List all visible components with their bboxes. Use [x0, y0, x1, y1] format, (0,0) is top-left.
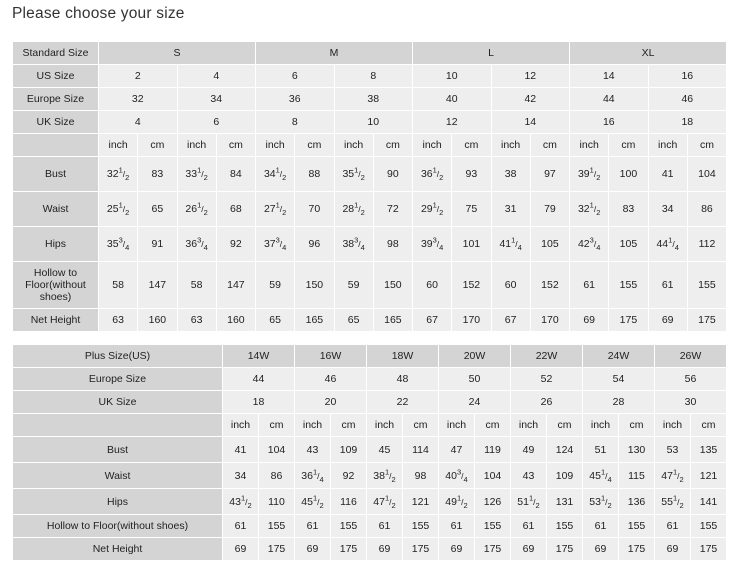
cell: 22 [367, 391, 439, 414]
unit-cell: cm [373, 134, 412, 157]
cell: 86 [687, 192, 726, 227]
unit-cell: cm [216, 134, 255, 157]
cell: 69 [570, 309, 609, 332]
table-row [13, 309, 727, 332]
cell: $26^1/_2$ [177, 192, 216, 227]
standard-size-header: Standard Size [13, 42, 99, 65]
cell: 121 [691, 463, 727, 489]
cell: 116 [331, 489, 367, 515]
cell: 100 [609, 157, 648, 192]
cell: 97 [530, 157, 569, 192]
size-14w: 14W [223, 345, 295, 368]
table-row [13, 262, 727, 309]
cell: 41 [648, 157, 687, 192]
unit-cell: cm [619, 414, 655, 437]
cell: 12 [413, 111, 492, 134]
cell: 10 [413, 65, 492, 88]
cell: 8 [256, 111, 335, 134]
row-label: UK Size [13, 391, 223, 414]
unit-cell: cm [547, 414, 583, 437]
cell: 56 [655, 368, 727, 391]
cell: 18 [648, 111, 727, 134]
cell: 46 [295, 368, 367, 391]
cell: 109 [547, 463, 583, 489]
cell: $43^1/_2$ [223, 489, 259, 515]
cell: 155 [619, 515, 655, 538]
cell: 110 [259, 489, 295, 515]
unit-cell: cm [530, 134, 569, 157]
table-row [13, 88, 727, 111]
unit-cell: cm [295, 134, 334, 157]
cell: 45 [367, 437, 403, 463]
table-row [13, 368, 727, 391]
unit-cell: inch [99, 134, 138, 157]
row-label: Bust [13, 157, 99, 192]
units-row [13, 414, 727, 437]
cell: 69 [223, 538, 259, 561]
unit-cell: inch [413, 134, 452, 157]
row-label: Europe Size [13, 88, 99, 111]
cell: 104 [475, 463, 511, 489]
cell: 72 [373, 192, 412, 227]
cell: $49^1/_2$ [439, 489, 475, 515]
cell: 175 [609, 309, 648, 332]
cell: 155 [475, 515, 511, 538]
cell: 8 [334, 65, 413, 88]
unit-cell: cm [609, 134, 648, 157]
cell: 165 [373, 309, 412, 332]
unit-cell: cm [475, 414, 511, 437]
plus-table-body [13, 345, 727, 561]
cell: 24 [439, 391, 511, 414]
cell: 83 [138, 157, 177, 192]
standard-size-table [12, 41, 727, 332]
cell: 34 [177, 88, 256, 111]
cell: 31 [491, 192, 530, 227]
cell: 51 [583, 437, 619, 463]
cell: 126 [475, 489, 511, 515]
cell: 160 [216, 309, 255, 332]
cell: 60 [491, 262, 530, 309]
row-label: Net Height [13, 538, 223, 561]
cell: $28^1/_2$ [334, 192, 373, 227]
unit-cell: cm [403, 414, 439, 437]
cell: 121 [403, 489, 439, 515]
unit-cell: inch [570, 134, 609, 157]
cell: 61 [655, 515, 691, 538]
group-m: M [256, 42, 413, 65]
cell: 175 [475, 538, 511, 561]
unit-cell: cm [259, 414, 295, 437]
table-row [13, 489, 727, 515]
row-label: Waist [13, 192, 99, 227]
unit-cell: cm [138, 134, 177, 157]
cell: 147 [138, 262, 177, 309]
cell: 136 [619, 489, 655, 515]
row-label: US Size [13, 65, 99, 88]
cell: 34 [648, 192, 687, 227]
cell: 175 [619, 538, 655, 561]
cell: 36 [256, 88, 335, 111]
cell: 175 [691, 538, 727, 561]
cell: 49 [511, 437, 547, 463]
size-16w: 16W [295, 345, 367, 368]
cell: $35^3/_4$ [99, 227, 138, 262]
cell: 61 [295, 515, 331, 538]
cell: 165 [295, 309, 334, 332]
table-row [13, 111, 727, 134]
cell: 105 [530, 227, 569, 262]
cell: 61 [439, 515, 475, 538]
cell: 152 [530, 262, 569, 309]
cell: $37^3/_4$ [256, 227, 295, 262]
cell: 96 [295, 227, 334, 262]
cell: 32 [99, 88, 178, 111]
cell: 131 [547, 489, 583, 515]
units-row [13, 134, 727, 157]
cell: 63 [177, 309, 216, 332]
cell: 38 [334, 88, 413, 111]
unit-cell: inch [367, 414, 403, 437]
unit-cell: inch [223, 414, 259, 437]
plus-size-table [12, 344, 727, 561]
cell: 109 [331, 437, 367, 463]
cell: 60 [413, 262, 452, 309]
row-label [13, 414, 223, 437]
cell: $45^1/_4$ [583, 463, 619, 489]
cell: 61 [570, 262, 609, 309]
cell: 147 [216, 262, 255, 309]
cell: 69 [648, 309, 687, 332]
unit-cell: cm [687, 134, 726, 157]
cell: $47^1/_2$ [367, 489, 403, 515]
plus-size-header: Plus Size(US) [13, 345, 223, 368]
table-row [13, 227, 727, 262]
row-label: Hips [13, 227, 99, 262]
cell: 155 [331, 515, 367, 538]
row-label: Hips [13, 489, 223, 515]
cell: 170 [452, 309, 491, 332]
cell: $55^1/_2$ [655, 489, 691, 515]
row-label: Net Height [13, 309, 99, 332]
cell: 86 [259, 463, 295, 489]
cell: 155 [687, 262, 726, 309]
unit-cell: inch [177, 134, 216, 157]
row-label: Waist [13, 463, 223, 489]
cell: 58 [177, 262, 216, 309]
cell: 63 [99, 309, 138, 332]
cell: 18 [223, 391, 295, 414]
unit-cell: inch [256, 134, 295, 157]
cell: 67 [491, 309, 530, 332]
unit-cell: inch [295, 414, 331, 437]
cell: 93 [452, 157, 491, 192]
unit-cell: inch [583, 414, 619, 437]
cell: $32^1/_2$ [570, 192, 609, 227]
cell: 75 [452, 192, 491, 227]
group-s: S [99, 42, 256, 65]
cell: 91 [138, 227, 177, 262]
cell: 155 [403, 515, 439, 538]
cell: 175 [331, 538, 367, 561]
cell: 16 [648, 65, 727, 88]
cell: 124 [547, 437, 583, 463]
cell: 58 [99, 262, 138, 309]
cell: 4 [99, 111, 178, 134]
cell: 88 [295, 157, 334, 192]
cell: 69 [583, 538, 619, 561]
cell: 104 [687, 157, 726, 192]
cell: 92 [331, 463, 367, 489]
cell: 90 [373, 157, 412, 192]
cell: 175 [687, 309, 726, 332]
cell: 141 [691, 489, 727, 515]
cell: 150 [295, 262, 334, 309]
cell: 14 [570, 65, 649, 88]
cell: 112 [687, 227, 726, 262]
unit-cell: inch [655, 414, 691, 437]
cell: $32^1/_2$ [99, 157, 138, 192]
cell: 135 [691, 437, 727, 463]
cell: 61 [648, 262, 687, 309]
cell: $38^3/_4$ [334, 227, 373, 262]
cell: $47^1/_2$ [655, 463, 691, 489]
cell: 38 [491, 157, 530, 192]
cell: 40 [413, 88, 492, 111]
cell: 79 [530, 192, 569, 227]
size-18w: 18W [367, 345, 439, 368]
cell: $33^1/_2$ [177, 157, 216, 192]
cell: 114 [403, 437, 439, 463]
cell: $25^1/_2$ [99, 192, 138, 227]
cell: $53^1/_2$ [583, 489, 619, 515]
cell: 28 [583, 391, 655, 414]
row-label: Bust [13, 437, 223, 463]
cell: 68 [216, 192, 255, 227]
cell: 26 [511, 391, 583, 414]
cell: $36^3/_4$ [177, 227, 216, 262]
cell: 155 [691, 515, 727, 538]
cell: $45^1/_2$ [295, 489, 331, 515]
table-row [13, 437, 727, 463]
cell: 175 [547, 538, 583, 561]
table-row [13, 42, 727, 65]
cell: $44^1/_4$ [648, 227, 687, 262]
cell: $42^3/_4$ [570, 227, 609, 262]
cell: $36^1/_2$ [413, 157, 452, 192]
cell: $34^1/_2$ [256, 157, 295, 192]
cell: $51^1/_2$ [511, 489, 547, 515]
page-title: Please choose your size [12, 5, 185, 22]
cell: 42 [491, 88, 570, 111]
cell: 10 [334, 111, 413, 134]
row-label: Europe Size [13, 368, 223, 391]
cell: 175 [259, 538, 295, 561]
cell: $39^1/_2$ [570, 157, 609, 192]
cell: 61 [367, 515, 403, 538]
size-20w: 20W [439, 345, 511, 368]
cell: 61 [583, 515, 619, 538]
table-row [13, 391, 727, 414]
cell: 59 [256, 262, 295, 309]
unit-cell: cm [691, 414, 727, 437]
cell: 34 [223, 463, 259, 489]
unit-cell: inch [648, 134, 687, 157]
cell: 98 [373, 227, 412, 262]
standard-table-body [13, 42, 727, 332]
cell: 152 [452, 262, 491, 309]
table-row [13, 538, 727, 561]
cell: 70 [295, 192, 334, 227]
cell: $41^1/_4$ [491, 227, 530, 262]
size-24w: 24W [583, 345, 655, 368]
cell: 44 [223, 368, 295, 391]
cell: 6 [256, 65, 335, 88]
cell: 160 [138, 309, 177, 332]
cell: 2 [99, 65, 178, 88]
cell: 98 [403, 463, 439, 489]
cell: $40^3/_4$ [439, 463, 475, 489]
cell: 65 [334, 309, 373, 332]
cell: 69 [655, 538, 691, 561]
cell: 61 [511, 515, 547, 538]
cell: $39^3/_4$ [413, 227, 452, 262]
cell: 150 [373, 262, 412, 309]
cell: 101 [452, 227, 491, 262]
row-label: Hollow to Floor(without shoes) [13, 515, 223, 538]
cell: 84 [216, 157, 255, 192]
cell: 105 [609, 227, 648, 262]
table-row [13, 192, 727, 227]
unit-cell: cm [331, 414, 367, 437]
cell: 104 [259, 437, 295, 463]
cell: 67 [413, 309, 452, 332]
unit-cell: inch [439, 414, 475, 437]
group-xl: XL [570, 42, 727, 65]
cell: 155 [259, 515, 295, 538]
cell: 14 [491, 111, 570, 134]
row-label: UK Size [13, 111, 99, 134]
cell: 4 [177, 65, 256, 88]
size-26w: 26W [655, 345, 727, 368]
cell: $36^1/_4$ [295, 463, 331, 489]
cell: 59 [334, 262, 373, 309]
cell: 115 [619, 463, 655, 489]
cell: 83 [609, 192, 648, 227]
table-row [13, 65, 727, 88]
cell: 46 [648, 88, 727, 111]
cell: 130 [619, 437, 655, 463]
cell: $38^1/_2$ [367, 463, 403, 489]
cell: 41 [223, 437, 259, 463]
cell: 12 [491, 65, 570, 88]
unit-cell: inch [511, 414, 547, 437]
cell: 170 [530, 309, 569, 332]
cell: 69 [439, 538, 475, 561]
cell: 43 [511, 463, 547, 489]
cell: 47 [439, 437, 475, 463]
cell: 69 [367, 538, 403, 561]
table-row [13, 463, 727, 489]
cell: $35^1/_2$ [334, 157, 373, 192]
cell: 119 [475, 437, 511, 463]
cell: 30 [655, 391, 727, 414]
table-row [13, 345, 727, 368]
size-22w: 22W [511, 345, 583, 368]
cell: 65 [256, 309, 295, 332]
cell: 6 [177, 111, 256, 134]
cell: 44 [570, 88, 649, 111]
cell: 69 [511, 538, 547, 561]
group-l: L [413, 42, 570, 65]
unit-cell: inch [334, 134, 373, 157]
cell: 92 [216, 227, 255, 262]
cell: 54 [583, 368, 655, 391]
cell: 16 [570, 111, 649, 134]
cell: 155 [547, 515, 583, 538]
cell: $27^1/_2$ [256, 192, 295, 227]
cell: 50 [439, 368, 511, 391]
cell: 52 [511, 368, 583, 391]
cell: 155 [609, 262, 648, 309]
row-label: Hollow to Floor(without shoes) [13, 262, 99, 309]
cell: 69 [295, 538, 331, 561]
cell: 61 [223, 515, 259, 538]
table-row [13, 157, 727, 192]
unit-cell: cm [452, 134, 491, 157]
row-label [13, 134, 99, 157]
cell: 43 [295, 437, 331, 463]
cell: 175 [403, 538, 439, 561]
table-row [13, 515, 727, 538]
cell: $29^1/_2$ [413, 192, 452, 227]
cell: 20 [295, 391, 367, 414]
cell: 48 [367, 368, 439, 391]
cell: 65 [138, 192, 177, 227]
unit-cell: inch [491, 134, 530, 157]
cell: 53 [655, 437, 691, 463]
